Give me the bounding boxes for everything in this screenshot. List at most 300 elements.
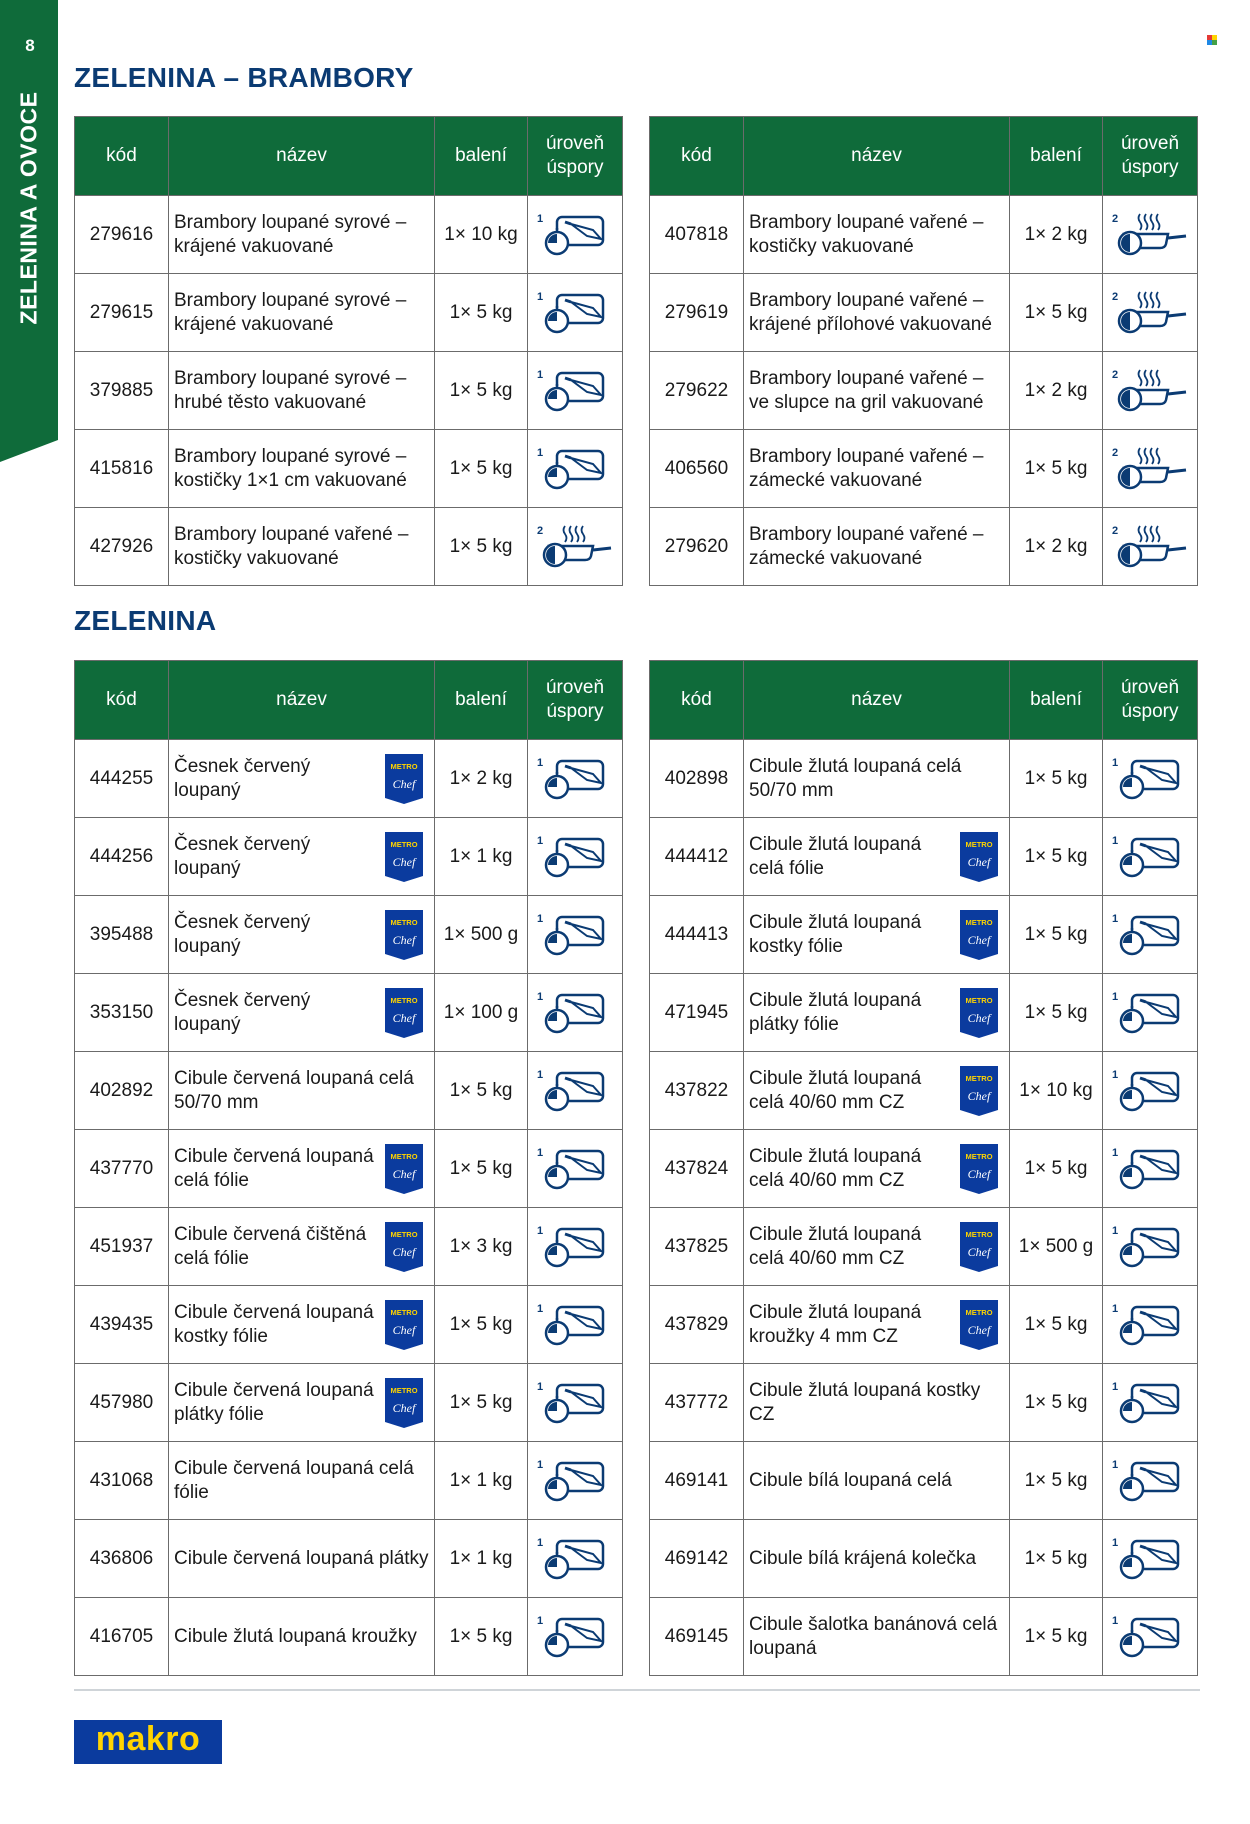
logo-text: makro <box>95 1720 201 1758</box>
table-row <box>650 274 1198 352</box>
knife-board-icon <box>528 974 623 1052</box>
svg-text:1: 1 <box>1112 834 1119 847</box>
product-code: 395488 <box>75 896 169 974</box>
knife-board-icon <box>528 352 623 430</box>
svg-text:1: 1 <box>1112 1458 1119 1471</box>
table-row <box>75 1052 623 1130</box>
svg-text:1: 1 <box>537 368 544 381</box>
metro-chef-badge <box>385 988 423 1038</box>
svg-text:METRO: METRO <box>965 995 993 1005</box>
svg-text:METRO: METRO <box>965 1073 993 1083</box>
product-name: Cibule žlutá loupaná celá 50/70 mm <box>749 756 962 801</box>
product-name-cell <box>169 974 435 1052</box>
table-row <box>75 430 623 508</box>
cooking-pan-icon <box>1103 430 1198 508</box>
product-code: 437829 <box>650 1286 744 1364</box>
product-code: 402898 <box>650 740 744 818</box>
product-pack: 1× 5 kg <box>435 1364 528 1442</box>
metro-chef-badge <box>385 832 423 882</box>
brambory-left-table <box>74 116 623 586</box>
table-row <box>650 1364 1198 1442</box>
product-name-cell <box>169 818 435 896</box>
table-row <box>75 1286 623 1364</box>
product-code: 444412 <box>650 818 744 896</box>
product-name-cell <box>744 896 1010 974</box>
product-name-cell <box>744 196 1010 274</box>
brambory-right-table <box>649 116 1198 586</box>
product-name: Cibule červená loupaná plátky fólie <box>174 1380 374 1425</box>
section-title-brambory: ZELENINA – BRAMBORY <box>74 62 414 93</box>
product-name-cell <box>744 1364 1010 1442</box>
product-code: 451937 <box>75 1208 169 1286</box>
svg-text:METRO: METRO <box>390 839 418 849</box>
product-code: 444413 <box>650 896 744 974</box>
svg-text:Chef: Chef <box>392 932 416 947</box>
svg-text:Chef: Chef <box>967 1010 991 1025</box>
table-row <box>75 1208 623 1286</box>
product-name-cell <box>744 974 1010 1052</box>
makro-logo <box>74 1720 222 1764</box>
product-pack: 1× 10 kg <box>435 196 528 274</box>
product-name: Cibule bílá krájená kolečka <box>749 1547 977 1569</box>
knife-board-icon <box>1103 1442 1198 1520</box>
svg-text:Chef: Chef <box>392 1010 416 1025</box>
metro-chef-badge <box>960 1300 998 1350</box>
product-name: Cibule červená loupaná celá 50/70 mm <box>174 1068 414 1113</box>
product-name-cell <box>744 1208 1010 1286</box>
product-name-cell <box>169 196 435 274</box>
product-name: Brambory loupané vařené – zámecké vakuované <box>749 524 984 569</box>
zelenina-right-table <box>649 660 1198 1676</box>
table-row <box>650 1286 1198 1364</box>
product-pack: 1× 2 kg <box>1010 352 1103 430</box>
table-header-row <box>650 117 1198 196</box>
product-pack: 1× 5 kg <box>1010 1130 1103 1208</box>
svg-text:METRO: METRO <box>390 995 418 1005</box>
product-pack: 1× 5 kg <box>435 352 528 430</box>
svg-text:1: 1 <box>537 1458 544 1471</box>
product-pack: 1× 5 kg <box>1010 1286 1103 1364</box>
product-name-cell <box>169 508 435 586</box>
table-row <box>75 352 623 430</box>
svg-text:1: 1 <box>1112 1536 1119 1549</box>
knife-board-icon <box>528 1052 623 1130</box>
knife-board-icon <box>528 1598 623 1676</box>
header-pack: balení <box>1010 661 1103 740</box>
svg-text:2: 2 <box>1112 290 1119 303</box>
svg-text:Chef: Chef <box>392 1166 416 1181</box>
product-code: 402892 <box>75 1052 169 1130</box>
product-code: 379885 <box>75 352 169 430</box>
table-row <box>650 974 1198 1052</box>
product-code: 469145 <box>650 1598 744 1676</box>
table-row <box>650 352 1198 430</box>
product-name-cell <box>169 1364 435 1442</box>
table-row <box>650 1520 1198 1598</box>
product-code: 406560 <box>650 430 744 508</box>
product-code: 279619 <box>650 274 744 352</box>
svg-text:Chef: Chef <box>392 1322 416 1337</box>
product-name: Cibule červená loupaná plátky <box>174 1547 429 1569</box>
product-code: 439435 <box>75 1286 169 1364</box>
product-code: 437770 <box>75 1130 169 1208</box>
table-header-row <box>650 661 1198 740</box>
svg-text:1: 1 <box>537 212 544 225</box>
product-pack: 1× 5 kg <box>1010 1598 1103 1676</box>
svg-text:2: 2 <box>1112 212 1119 225</box>
metro-chef-badge <box>385 1378 423 1428</box>
product-name: Brambory loupané vařené – ve slupce na gril vakuované <box>749 368 984 413</box>
header-code: kód <box>75 117 169 196</box>
knife-board-icon <box>1103 1286 1198 1364</box>
product-name: Cibule červená loupaná celá fólie <box>174 1146 374 1191</box>
svg-text:1: 1 <box>537 446 544 459</box>
product-name: Brambory loupané vařené – krájené přílohové vakuované <box>749 290 992 335</box>
svg-text:2: 2 <box>1112 446 1119 459</box>
header-name: název <box>169 117 435 196</box>
svg-text:Chef: Chef <box>967 1088 991 1103</box>
header-level: úroveň úspory <box>1103 661 1198 740</box>
svg-text:1: 1 <box>1112 912 1119 925</box>
product-pack: 1× 5 kg <box>1010 818 1103 896</box>
product-code: 437822 <box>650 1052 744 1130</box>
product-pack: 1× 1 kg <box>435 1442 528 1520</box>
knife-board-icon <box>528 1364 623 1442</box>
product-pack: 1× 1 kg <box>435 818 528 896</box>
product-pack: 1× 500 g <box>435 896 528 974</box>
product-pack: 1× 5 kg <box>435 1130 528 1208</box>
metro-chef-badge <box>960 910 998 960</box>
svg-text:1: 1 <box>537 1224 544 1237</box>
product-name-cell <box>744 1052 1010 1130</box>
product-code: 415816 <box>75 430 169 508</box>
product-pack: 1× 5 kg <box>1010 896 1103 974</box>
product-name-cell <box>744 818 1010 896</box>
table-row <box>650 1130 1198 1208</box>
cooking-pan-icon <box>1103 274 1198 352</box>
svg-text:Chef: Chef <box>967 854 991 869</box>
svg-text:Chef: Chef <box>967 932 991 947</box>
table-row <box>650 740 1198 818</box>
svg-text:Chef: Chef <box>392 776 416 791</box>
product-pack: 1× 1 kg <box>435 1520 528 1598</box>
product-pack: 1× 500 g <box>1010 1208 1103 1286</box>
table-row <box>650 818 1198 896</box>
header-code: kód <box>650 117 744 196</box>
product-pack: 1× 3 kg <box>435 1208 528 1286</box>
zelenina-left-table <box>74 660 623 1676</box>
table-row <box>75 1364 623 1442</box>
product-name-cell <box>169 896 435 974</box>
product-pack: 1× 5 kg <box>1010 974 1103 1052</box>
product-code: 407818 <box>650 196 744 274</box>
knife-board-icon <box>528 1130 623 1208</box>
metro-chef-badge <box>385 1222 423 1272</box>
product-name-cell <box>744 1442 1010 1520</box>
product-name-cell <box>169 1208 435 1286</box>
product-name: Brambory loupané syrové – hrubé těsto vakuované <box>174 368 407 413</box>
svg-text:METRO: METRO <box>965 1307 993 1317</box>
section-title-zelenina: ZELENINA <box>74 605 217 636</box>
side-tab-label: ZELENINA A OVOCE <box>15 91 42 325</box>
product-name: Brambory loupané syrové – kostičky 1×1 cm vakuované <box>174 446 407 491</box>
svg-text:METRO: METRO <box>965 839 993 849</box>
product-name: Česnek červený loupaný <box>174 990 311 1035</box>
product-name-cell <box>169 1130 435 1208</box>
product-pack: 1× 2 kg <box>1010 508 1103 586</box>
knife-board-icon <box>528 1286 623 1364</box>
table-row <box>75 1130 623 1208</box>
metro-chef-badge <box>960 1222 998 1272</box>
svg-text:Chef: Chef <box>392 1244 416 1259</box>
header-name: název <box>169 661 435 740</box>
table-header-row <box>75 117 623 196</box>
product-pack: 1× 2 kg <box>1010 196 1103 274</box>
svg-text:2: 2 <box>537 524 544 537</box>
header-pack: balení <box>435 117 528 196</box>
table-row <box>650 1598 1198 1676</box>
svg-text:METRO: METRO <box>390 1385 418 1395</box>
product-name: Cibule žlutá loupaná plátky fólie <box>749 990 922 1035</box>
product-name-cell <box>169 430 435 508</box>
svg-text:METRO: METRO <box>390 1151 418 1161</box>
product-pack: 1× 5 kg <box>435 430 528 508</box>
product-code: 436806 <box>75 1520 169 1598</box>
svg-text:Chef: Chef <box>392 854 416 869</box>
svg-text:METRO: METRO <box>965 1229 993 1239</box>
product-name: Brambory loupané syrové – krájené vakuované <box>174 290 407 335</box>
color-mark-icon <box>1207 35 1217 45</box>
svg-text:METRO: METRO <box>965 917 993 927</box>
product-name: Cibule žlutá loupaná kroužky 4 mm CZ <box>749 1302 922 1347</box>
table-row <box>75 740 623 818</box>
table-row <box>650 508 1198 586</box>
svg-text:1: 1 <box>537 1536 544 1549</box>
product-pack: 1× 5 kg <box>435 1598 528 1676</box>
product-name: Cibule žlutá loupaná celá 40/60 mm CZ <box>749 1224 922 1269</box>
product-name: Česnek červený loupaný <box>174 756 311 801</box>
metro-chef-badge <box>960 832 998 882</box>
knife-board-icon <box>1103 896 1198 974</box>
table-row <box>75 974 623 1052</box>
knife-board-icon <box>1103 974 1198 1052</box>
svg-text:2: 2 <box>1112 368 1119 381</box>
product-name-cell <box>169 352 435 430</box>
product-pack: 1× 100 g <box>435 974 528 1052</box>
product-pack: 1× 2 kg <box>435 740 528 818</box>
page-number: 8 <box>25 36 35 55</box>
svg-text:Chef: Chef <box>967 1166 991 1181</box>
product-pack: 1× 5 kg <box>1010 274 1103 352</box>
product-code: 416705 <box>75 1598 169 1676</box>
product-pack: 1× 10 kg <box>1010 1052 1103 1130</box>
header-pack: balení <box>1010 117 1103 196</box>
header-level: úroveň úspory <box>528 661 623 740</box>
table-row <box>75 1598 623 1676</box>
metro-chef-badge <box>385 1144 423 1194</box>
svg-text:1: 1 <box>1112 1068 1119 1081</box>
svg-text:1: 1 <box>537 990 544 1003</box>
svg-text:METRO: METRO <box>390 1229 418 1239</box>
product-name-cell <box>744 430 1010 508</box>
product-pack: 1× 5 kg <box>1010 1364 1103 1442</box>
table-row <box>75 818 623 896</box>
product-pack: 1× 5 kg <box>1010 430 1103 508</box>
svg-text:METRO: METRO <box>390 1307 418 1317</box>
svg-text:METRO: METRO <box>965 1151 993 1161</box>
cooking-pan-icon <box>1103 508 1198 586</box>
table-row <box>75 274 623 352</box>
svg-text:1: 1 <box>1112 1224 1119 1237</box>
metro-chef-badge <box>385 754 423 804</box>
knife-board-icon <box>528 896 623 974</box>
product-code: 279620 <box>650 508 744 586</box>
metro-chef-badge <box>960 988 998 1038</box>
product-name-cell <box>744 508 1010 586</box>
knife-board-icon <box>1103 1052 1198 1130</box>
svg-text:1: 1 <box>537 912 544 925</box>
product-name-cell <box>744 1286 1010 1364</box>
knife-board-icon <box>1103 1598 1198 1676</box>
cooking-pan-icon <box>1103 352 1198 430</box>
svg-text:1: 1 <box>1112 990 1119 1003</box>
product-code: 469142 <box>650 1520 744 1598</box>
table-row <box>650 430 1198 508</box>
product-name: Cibule žlutá loupaná celá fólie <box>749 834 922 879</box>
product-code: 279622 <box>650 352 744 430</box>
product-name: Cibule červená čištěná celá fólie <box>174 1224 367 1269</box>
product-code: 457980 <box>75 1364 169 1442</box>
svg-text:1: 1 <box>537 1302 544 1315</box>
svg-text:1: 1 <box>537 1380 544 1393</box>
product-code: 444255 <box>75 740 169 818</box>
table-row <box>650 896 1198 974</box>
knife-board-icon <box>1103 1208 1198 1286</box>
product-code: 437825 <box>650 1208 744 1286</box>
knife-board-icon <box>1103 740 1198 818</box>
header-level: úroveň úspory <box>1103 117 1198 196</box>
svg-text:Chef: Chef <box>392 1400 416 1415</box>
product-code: 353150 <box>75 974 169 1052</box>
product-code: 431068 <box>75 1442 169 1520</box>
product-code: 279615 <box>75 274 169 352</box>
product-name-cell <box>169 1598 435 1676</box>
svg-text:1: 1 <box>537 1068 544 1081</box>
product-name-cell <box>744 352 1010 430</box>
product-pack: 1× 5 kg <box>435 1052 528 1130</box>
svg-text:1: 1 <box>537 1614 544 1627</box>
table-row <box>650 196 1198 274</box>
header-code: kód <box>650 661 744 740</box>
product-name: Cibule žlutá loupaná kostky fólie <box>749 912 922 957</box>
knife-board-icon <box>528 1442 623 1520</box>
knife-board-icon <box>528 1520 623 1598</box>
svg-text:1: 1 <box>1112 1614 1119 1627</box>
table-row <box>75 1442 623 1520</box>
svg-text:Chef: Chef <box>967 1244 991 1259</box>
table-row <box>650 1052 1198 1130</box>
svg-text:METRO: METRO <box>390 761 418 771</box>
table-row <box>75 508 623 586</box>
product-name: Cibule šalotka banánová celá loupaná <box>749 1614 998 1659</box>
product-code: 279616 <box>75 196 169 274</box>
product-code: 427926 <box>75 508 169 586</box>
product-pack: 1× 5 kg <box>1010 1442 1103 1520</box>
knife-board-icon <box>1103 818 1198 896</box>
product-name-cell <box>169 740 435 818</box>
product-name: Cibule žlutá loupaná celá 40/60 mm CZ <box>749 1146 922 1191</box>
knife-board-icon <box>1103 1364 1198 1442</box>
product-name: Cibule červená loupaná kostky fólie <box>174 1302 374 1347</box>
knife-board-icon <box>528 1208 623 1286</box>
svg-text:1: 1 <box>537 756 544 769</box>
metro-chef-badge <box>385 910 423 960</box>
knife-board-icon <box>528 430 623 508</box>
table-row <box>75 196 623 274</box>
header-name: název <box>744 661 1010 740</box>
product-name-cell <box>169 274 435 352</box>
table-row <box>75 1520 623 1598</box>
knife-board-icon <box>528 196 623 274</box>
product-name: Cibule žlutá loupaná celá 40/60 mm CZ <box>749 1068 922 1113</box>
knife-board-icon <box>528 740 623 818</box>
svg-text:1: 1 <box>1112 756 1119 769</box>
product-name-cell <box>169 1286 435 1364</box>
metro-chef-badge <box>960 1066 998 1116</box>
product-name: Brambory loupané vařené – kostičky vakuované <box>174 524 409 569</box>
table-header-row <box>75 661 623 740</box>
product-pack: 1× 5 kg <box>435 508 528 586</box>
svg-text:2: 2 <box>1112 524 1119 537</box>
product-name-cell <box>744 274 1010 352</box>
header-pack: balení <box>435 661 528 740</box>
metro-chef-badge <box>960 1144 998 1194</box>
header-level: úroveň úspory <box>528 117 623 196</box>
product-pack: 1× 5 kg <box>1010 1520 1103 1598</box>
product-code: 444256 <box>75 818 169 896</box>
svg-text:1: 1 <box>537 290 544 303</box>
svg-text:1: 1 <box>1112 1380 1119 1393</box>
product-pack: 1× 5 kg <box>435 1286 528 1364</box>
table-row <box>650 1442 1198 1520</box>
product-name-cell <box>744 740 1010 818</box>
product-name: Česnek červený loupaný <box>174 912 311 957</box>
svg-text:1: 1 <box>1112 1302 1119 1315</box>
product-name-cell <box>169 1442 435 1520</box>
knife-board-icon <box>528 274 623 352</box>
svg-text:1: 1 <box>537 834 544 847</box>
product-code: 471945 <box>650 974 744 1052</box>
product-name-cell <box>744 1598 1010 1676</box>
header-code: kód <box>75 661 169 740</box>
product-code: 437772 <box>650 1364 744 1442</box>
product-code: 437824 <box>650 1130 744 1208</box>
product-name: Cibule červená loupaná celá fólie <box>174 1458 414 1503</box>
product-name: Cibule žlutá loupaná kroužky <box>174 1625 417 1647</box>
svg-text:1: 1 <box>537 1146 544 1159</box>
product-code: 469141 <box>650 1442 744 1520</box>
header-name: název <box>744 117 1010 196</box>
svg-text:1: 1 <box>1112 1146 1119 1159</box>
footer-divider <box>74 1689 1200 1691</box>
product-name: Česnek červený loupaný <box>174 834 311 879</box>
product-name-cell <box>744 1130 1010 1208</box>
product-name: Brambory loupané vařené – kostičky vakuované <box>749 212 984 257</box>
svg-text:Chef: Chef <box>967 1322 991 1337</box>
product-name-cell <box>744 1520 1010 1598</box>
knife-board-icon <box>528 818 623 896</box>
metro-chef-badge <box>385 1300 423 1350</box>
